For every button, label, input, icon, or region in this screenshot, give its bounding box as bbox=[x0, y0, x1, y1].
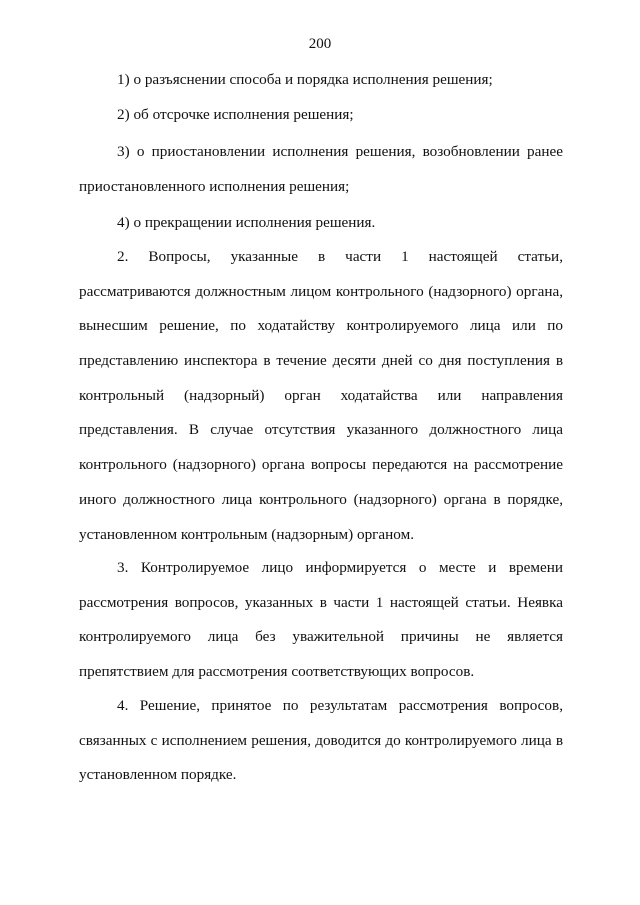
paragraph-line: контрольного (надзорного) органа вопросы передаются на рассмотрение bbox=[79, 456, 563, 474]
list-items-1-2 bbox=[79, 63, 563, 132]
paragraph-line: рассматриваются должностным лицом контрольного (надзорного) органа, bbox=[79, 282, 563, 300]
paragraph-line: контрольный (надзорный) орган ходатайства или направления bbox=[79, 386, 563, 404]
paragraph-line: представлению инспектора в течение десяти дней со дня поступления в bbox=[79, 352, 563, 370]
paragraph-line: установленном контрольным (надзорным) органом. bbox=[79, 525, 414, 543]
page-number: 200 bbox=[308, 36, 332, 52]
list-item-1: 1) о разъяснении способа и порядка исполнения решения; bbox=[117, 71, 493, 88]
paragraph-line: 2. Вопросы, указанные в части 1 настоящей статьи, bbox=[117, 248, 563, 265]
paragraph-part-3 bbox=[79, 551, 563, 690]
paragraph-line: установленном порядке. bbox=[79, 766, 237, 784]
paragraph-line: иного должностного лица контрольного (надзорного) органа в порядке, bbox=[79, 490, 563, 508]
list-item-3 bbox=[79, 135, 563, 204]
list-item-2: 2) об отсрочке исполнения решения; bbox=[117, 105, 354, 123]
list-item-3-line-1: 3) о приостановлении исполнения решения, возобновлении ранее bbox=[117, 143, 563, 160]
paragraph-part-2 bbox=[79, 240, 563, 552]
paragraph-line: рассмотрения вопросов, указанных в части 1 настоящей статьи. Неявка bbox=[79, 593, 563, 611]
paragraph-line: препятствием для рассмотрения соответствующих вопросов. bbox=[79, 663, 475, 681]
list-item-3-line-2: приостановленного исполнения решения; bbox=[79, 177, 350, 195]
paragraph-line: вынесшим решение, по ходатайству контролируемого лица или по bbox=[79, 317, 563, 335]
paragraph-line: представления. В случае отсутствия указанного должностного лица bbox=[79, 421, 563, 439]
paragraph-part-4 bbox=[79, 689, 563, 793]
paragraph-line: 4. Решение, принятое по результатам рассмотрения вопросов, bbox=[117, 697, 563, 714]
list-item-4-block bbox=[79, 206, 563, 241]
list-item-4: 4) о прекращении исполнения решения. bbox=[117, 214, 376, 231]
paragraph-line: 3. Контролируемое лицо информируется о месте и времени bbox=[117, 559, 563, 576]
paragraph-line: контролируемого лица без уважительной причины не является bbox=[79, 628, 563, 646]
paragraph-line: связанных с исполнением решения, доводится до контролируемого лица в bbox=[79, 731, 563, 749]
